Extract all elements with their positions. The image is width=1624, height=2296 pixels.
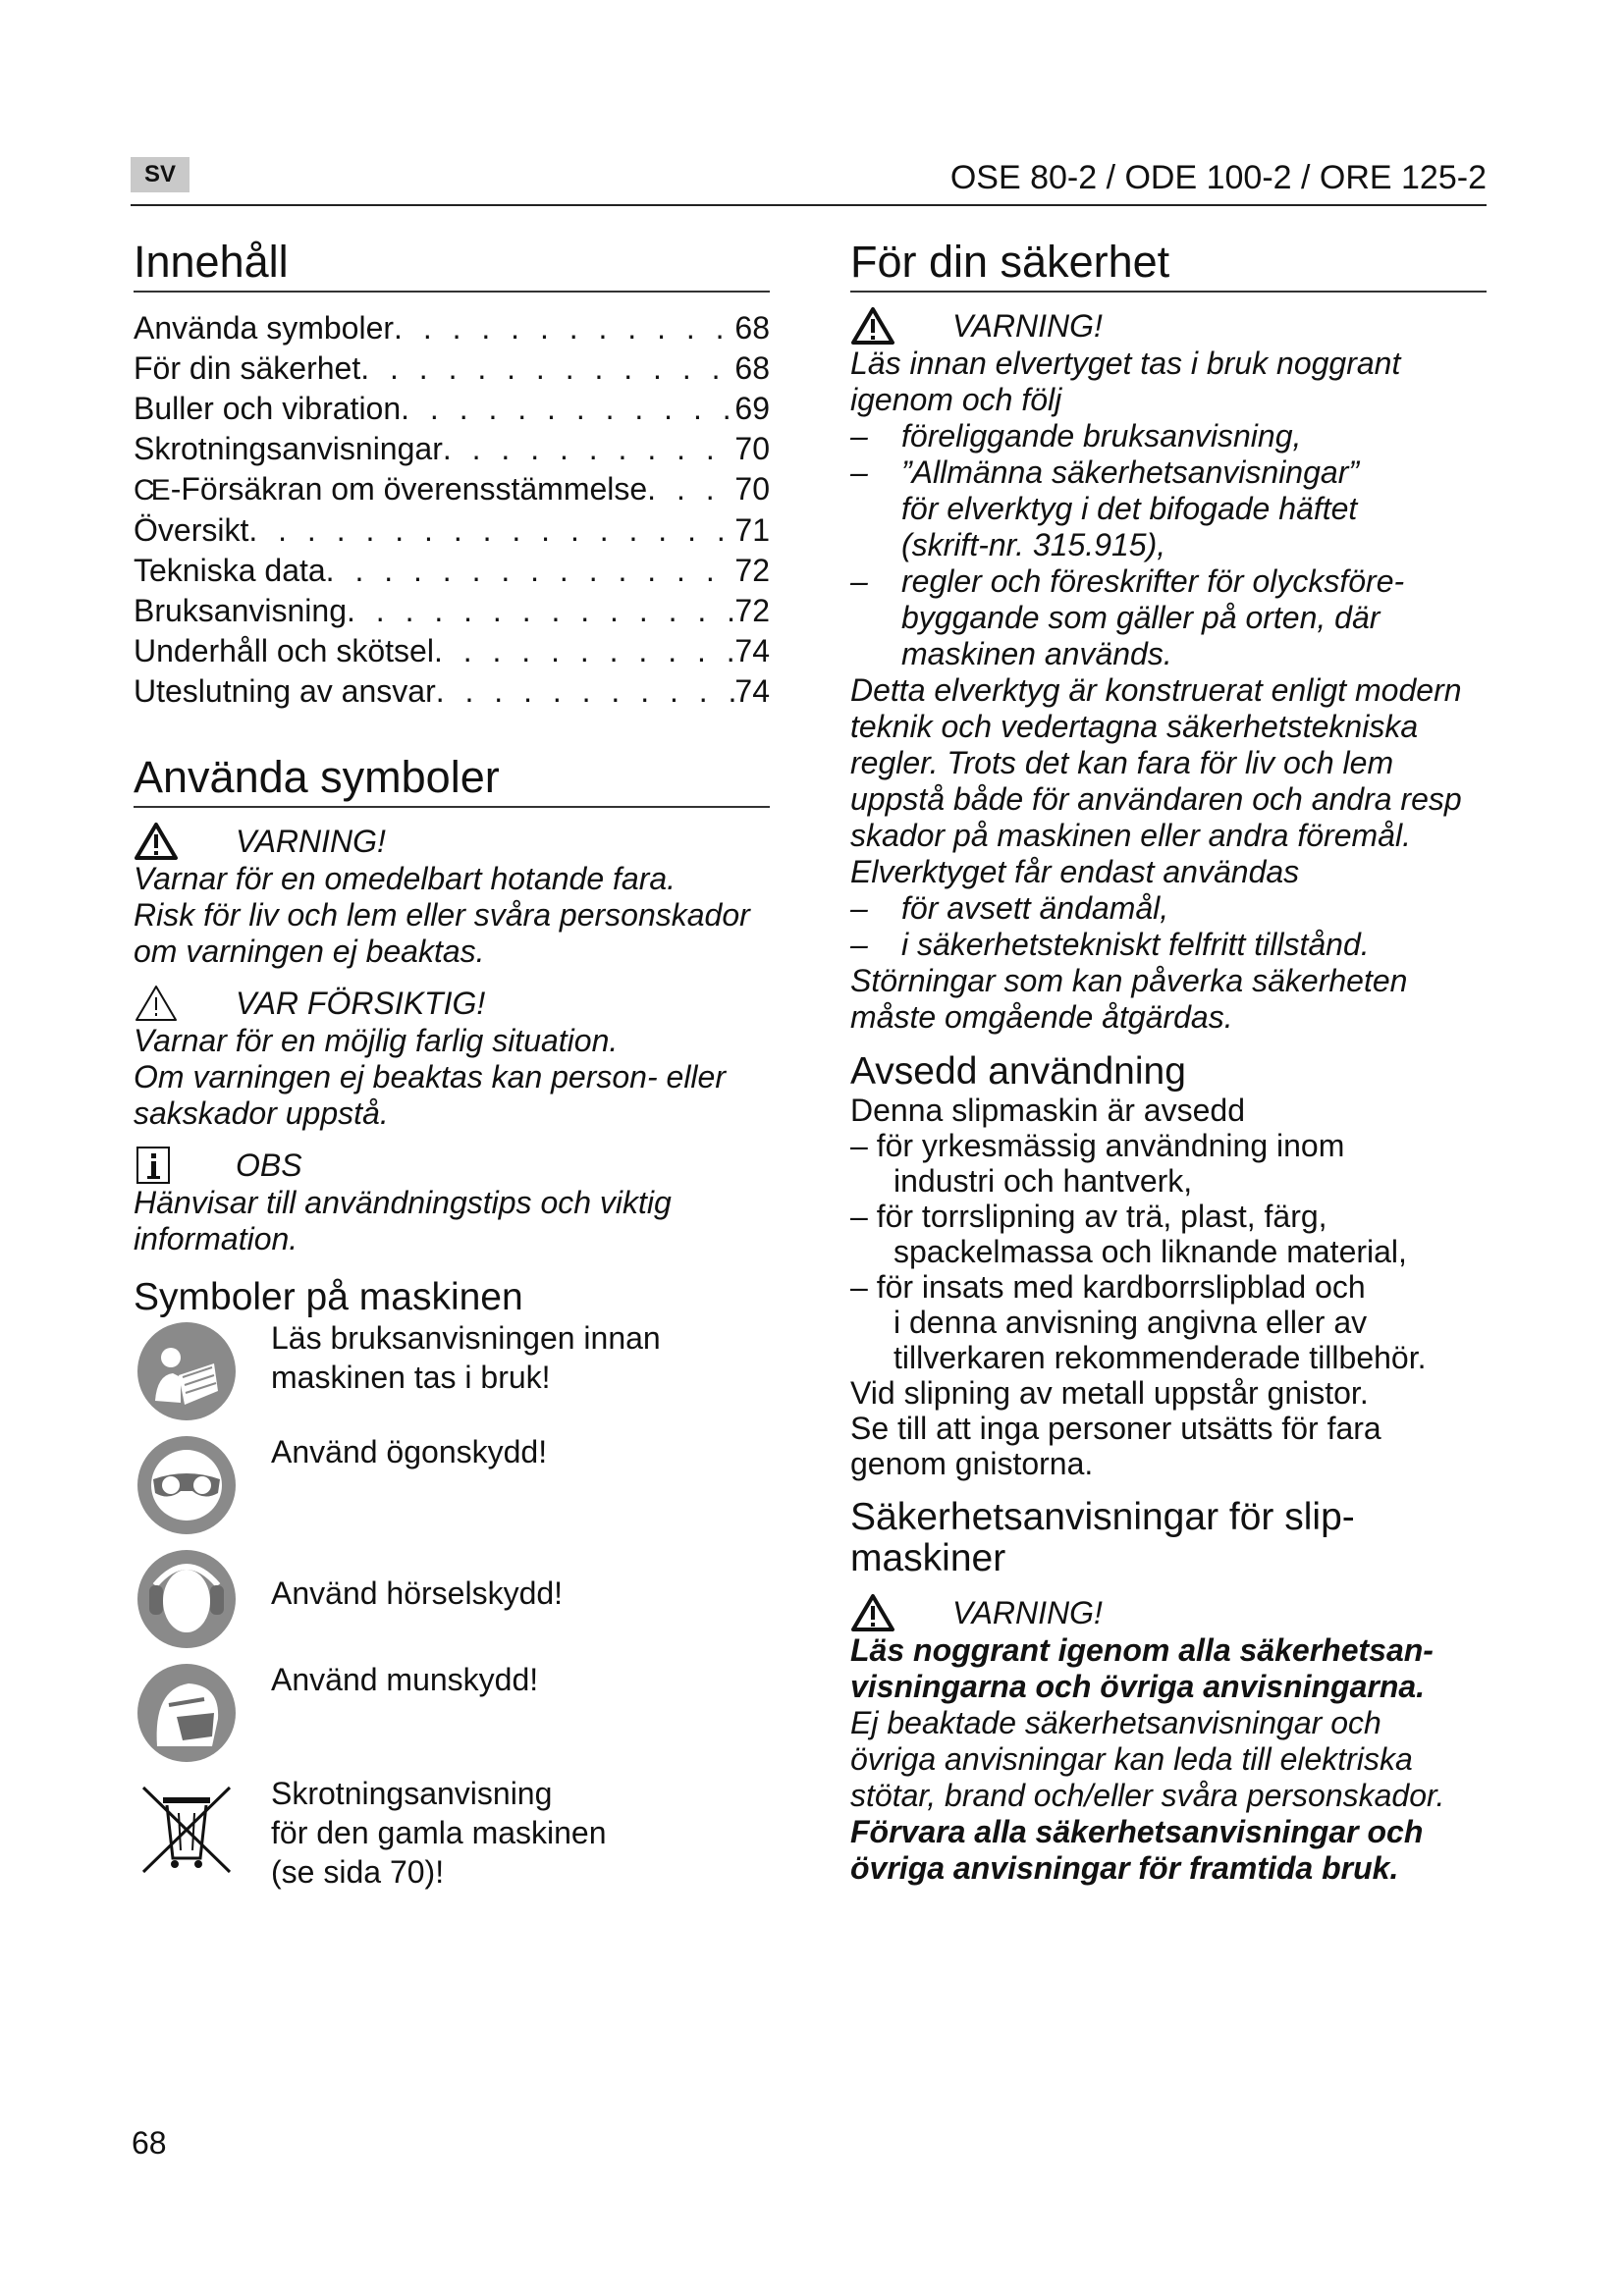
caution-heading: VAR FÖRSIKTIG!	[134, 984, 770, 1023]
warning-text: Varnar för en omedelbart hotande fara. Risk för liv och lem eller svåra personskador om varningen ej beaktas.	[134, 861, 750, 969]
grinder-safety-title: Säkerhetsanvisningar för slip- maskiner	[850, 1496, 1355, 1579]
symbol-row: Läs bruksanvisningen innan maskinen tas i bruk!	[134, 1318, 770, 1432]
table-of-contents	[134, 308, 770, 712]
right-column	[850, 236, 1487, 1887]
page-number: 68	[132, 2125, 167, 2161]
toc-item[interactable]: Tekniska data . . . 72	[134, 551, 770, 591]
list-item: – för avsett ändamål,	[850, 890, 1169, 926]
machine-symbols-title: Symboler på maskinen	[134, 1276, 523, 1318]
symbols-section-title: Använda symboler	[134, 751, 770, 808]
grinder-safety-text: Ej beaktade säkerhetsanvisningar och övriga anvisningar kan leda till elektriska stötar, brand och/eller svåra personskador.	[850, 1705, 1445, 1813]
list-item: – för torrslipning av trä, plast, färg, spackelmassa och liknande material,	[850, 1199, 1407, 1269]
disposal-bin-icon	[134, 1774, 240, 1880]
read-manual-icon	[134, 1318, 240, 1424]
mouth-protection-icon	[134, 1660, 240, 1766]
model-title: OSE 80-2 / ODE 100-2 / ORE 125-2	[949, 159, 1487, 196]
warning-triangle-icon	[850, 306, 895, 346]
header-divider	[131, 204, 1487, 206]
symbol-row: Skrotningsanvisning för den gamla maskinen (se sida 70)!	[134, 1774, 770, 1901]
safety-body: Detta elverktyg är konstruerat enligt modern teknik och vedertagna säkerhetstekniska regler. Trots det kan fara för liv och lem uppstå både för användaren och andra resp skador på maskinen eller andra föremål. Elverktyget får endast användas	[850, 672, 1462, 889]
list-item: – i säkerhetstekniskt felfritt tillstånd.	[850, 927, 1370, 962]
safety-end: Störningar som kan påverka säkerheten måste omgående åtgärdas.	[850, 963, 1408, 1035]
warning-heading: VARNING!	[134, 822, 770, 861]
ear-protection-icon	[134, 1546, 240, 1652]
grinder-safety-bold-2: Förvara alla säkerhetsanvisningar och övriga anvisningar för framtida bruk.	[850, 1814, 1424, 1886]
list-item: – ”Allmänna säkerhetsanvisningar” för elverktyg i det bifogade häftet (skrift-nr. 315.915),	[850, 454, 1359, 562]
warning-triangle-icon	[134, 822, 179, 861]
symbol-row: Använd hörselskydd!	[134, 1546, 770, 1660]
toc-item[interactable]: För din säkerhet . . . 68	[134, 348, 770, 389]
info-icon	[134, 1146, 179, 1185]
grinder-safety-bold-1: Läs noggrant igenom alla säkerhetsan- visningarna och övriga anvisningarna.	[850, 1632, 1434, 1704]
toc-item[interactable]: Skrotningsanvisningar . . . 70	[134, 429, 770, 469]
warning-triangle-icon	[850, 1593, 895, 1632]
list-item: – föreliggande bruksanvisning,	[850, 418, 1302, 454]
safety-title: För din säkerhet	[850, 236, 1487, 293]
list-item: – för yrkesmässig användning inom industri och hantverk,	[850, 1128, 1345, 1199]
toc-title: Innehåll	[134, 236, 770, 293]
intended-use-title: Avsedd användning	[850, 1050, 1186, 1093]
eye-protection-icon	[134, 1432, 240, 1538]
caution-triangle-icon	[134, 984, 179, 1023]
toc-item[interactable]: Buller och vibration . . . 69	[134, 389, 770, 429]
toc-item[interactable]: Underhåll och skötsel . . . 74	[134, 631, 770, 671]
list-item: – för insats med kardborrslipblad och i denna anvisning angivna eller av tillverkaren rekommenderade tillbehör.	[850, 1269, 1427, 1375]
toc-item[interactable]: CE -Försäkran om överensstämmelse . . . 70	[134, 469, 770, 510]
toc-item[interactable]: Översikt . . . 71	[134, 510, 770, 551]
toc-item[interactable]: Uteslutning av ansvar . . . 74	[134, 671, 770, 712]
left-column	[134, 236, 770, 1901]
toc-item[interactable]: Bruksanvisning . . . 72	[134, 591, 770, 631]
caution-text: Varnar för en möjlig farlig situation. Om varningen ej beaktas kan person- eller sakskador uppstå.	[134, 1023, 726, 1131]
language-badge: SV	[131, 157, 189, 192]
toc-item[interactable]: Använda symboler . . . 68	[134, 308, 770, 348]
safety-intro: Läs innan elvertyget tas i bruk noggrant igenom och följ	[850, 346, 1401, 417]
note-heading: OBS	[134, 1146, 770, 1185]
ce-mark-icon: CE	[134, 474, 167, 507]
intended-use-intro: Denna slipmaskin är avsedd	[850, 1093, 1245, 1128]
symbol-row: Använd ögonskydd!	[134, 1432, 770, 1546]
symbol-row: Använd munskydd!	[134, 1660, 770, 1774]
warning-heading: VARNING!	[850, 306, 1487, 346]
note-text: Hänvisar till användningstips och viktig information.	[134, 1185, 672, 1256]
list-item: – regler och föreskrifter för olycksföre- byggande som gäller på orten, där maskinen används.	[850, 563, 1405, 671]
warning-heading: VARNING!	[850, 1593, 1487, 1632]
intended-use-after: Vid slipning av metall uppstår gnistor. Se till att inga personer utsätts för fara genom gnistorna.	[850, 1375, 1381, 1481]
